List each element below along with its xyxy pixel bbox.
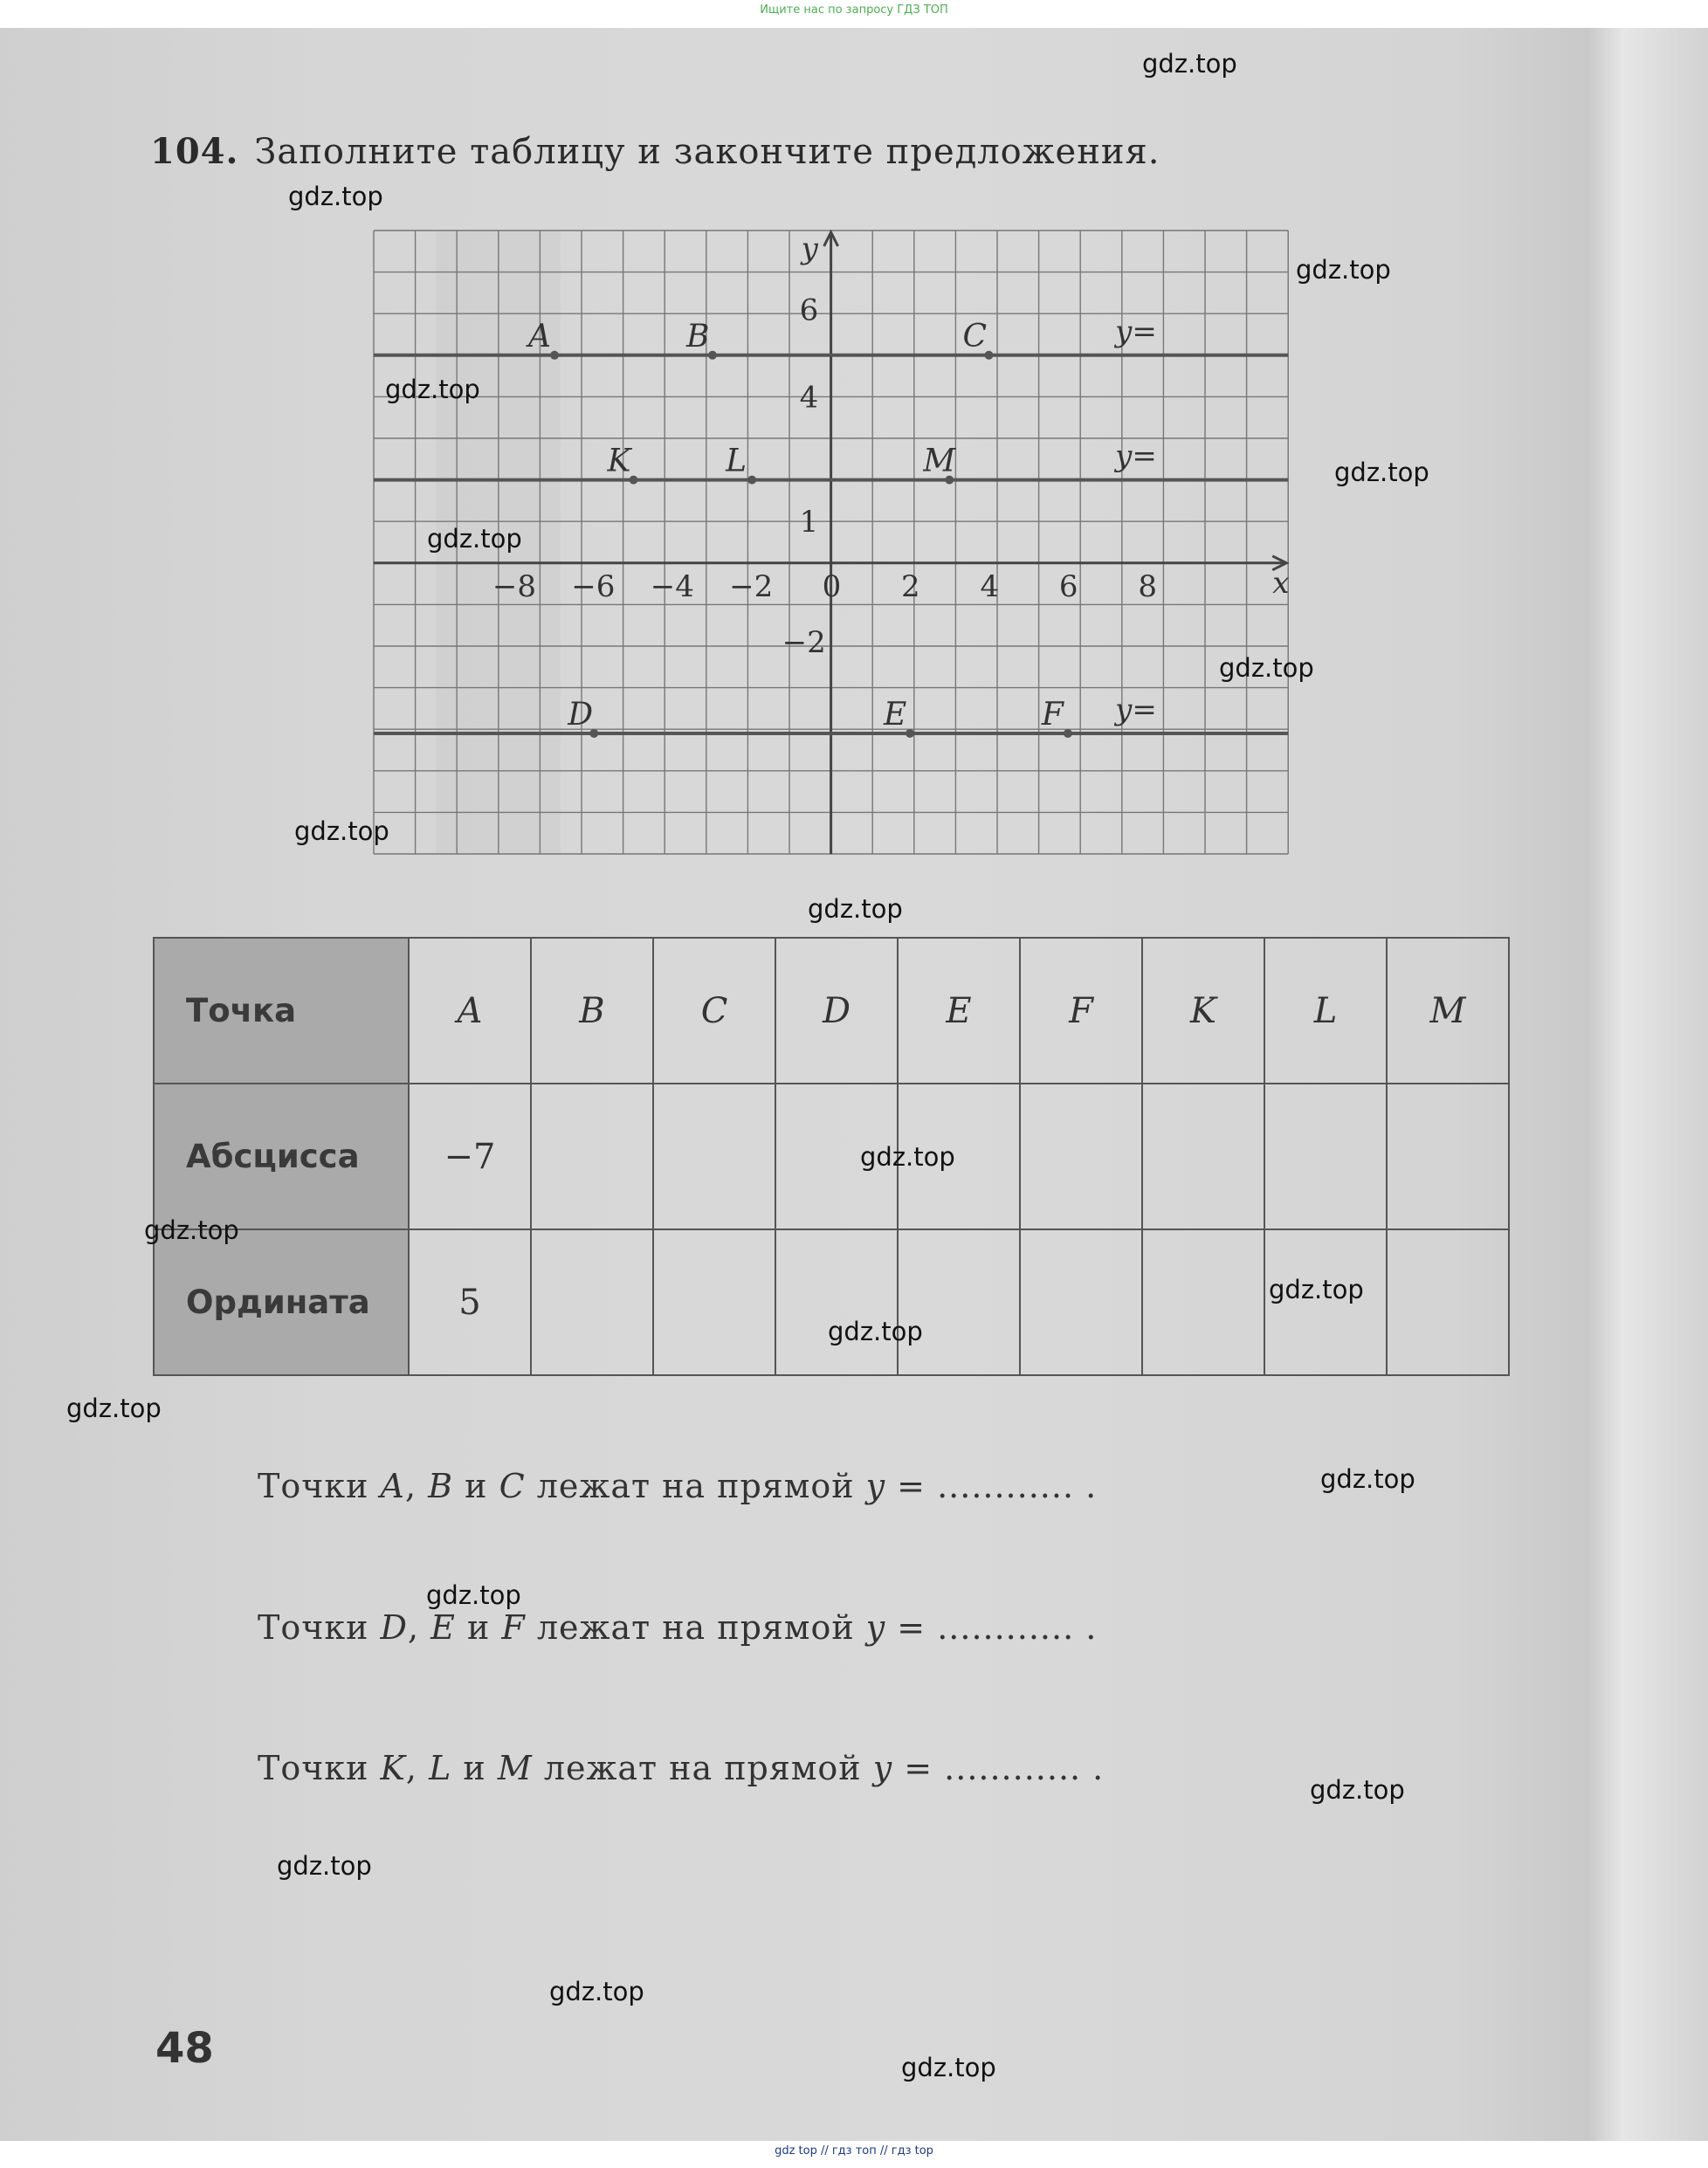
watermark: gdz.top [828, 1317, 923, 1346]
variable-label: y [865, 1467, 886, 1505]
point-name-cell: M [1387, 938, 1509, 1084]
variable-label: y [865, 1608, 886, 1647]
footer-note: gdz top // гдз топ // гдз top [775, 2144, 933, 2158]
watermark: gdz.top [901, 2053, 996, 2082]
task-number: 104. [150, 131, 239, 172]
point-label: C [499, 1467, 526, 1505]
point-label: B [685, 318, 710, 354]
x-axis-label: x [1272, 565, 1290, 601]
x-tick-label: −4 [650, 568, 694, 604]
sentence-1 [258, 1467, 1097, 1505]
point-label: M [923, 443, 956, 479]
abscissa-cell[interactable] [1020, 1084, 1142, 1229]
abscissa-cell[interactable] [1387, 1084, 1509, 1229]
point-label: F [1041, 696, 1064, 733]
x-tick-label: 0 [822, 568, 842, 604]
abscissa-cell[interactable] [531, 1084, 653, 1229]
point-label: E [884, 696, 907, 733]
watermark: gdz.top [808, 894, 903, 924]
sentence-text: лежат на прямой [525, 1608, 866, 1647]
point-marker [550, 351, 559, 360]
abscissa-cell[interactable] [653, 1084, 775, 1229]
watermark: gdz.top [1310, 1775, 1405, 1805]
point-marker [1064, 729, 1072, 738]
ordinate-cell[interactable] [898, 1229, 1020, 1375]
watermark: gdz.top [1269, 1275, 1364, 1304]
ordinate-cell[interactable] [531, 1229, 653, 1375]
y-tick-label: −2 [782, 625, 826, 661]
task-text: Заполните таблицу и закончите предложения. [254, 132, 1160, 172]
point-name-cell: B [531, 938, 653, 1084]
row-header-abscissa: Абсцисса [154, 1084, 409, 1229]
y-tick-label: 6 [799, 293, 819, 328]
watermark: gdz.top [1219, 653, 1314, 683]
row-header-ordinate: Ордината [154, 1229, 409, 1375]
abscissa-cell[interactable] [1142, 1084, 1264, 1229]
watermark: gdz.top [66, 1394, 162, 1423]
point-marker [906, 729, 914, 738]
abscissa-cell[interactable]: −7 [409, 1084, 531, 1229]
x-tick-label: 2 [901, 568, 920, 604]
x-tick-label: −8 [492, 568, 536, 604]
point-name-cell: E [898, 938, 1020, 1084]
watermark: gdz.top [144, 1215, 239, 1245]
line-equation-label: y= [1115, 313, 1157, 349]
point-label: B [428, 1467, 454, 1505]
y-axis-label: y [801, 231, 818, 266]
point-label: A [528, 318, 552, 354]
sentence-text: Точки [258, 1749, 381, 1787]
ordinate-cell[interactable] [775, 1229, 898, 1375]
watermark: gdz.top [1296, 255, 1391, 285]
ordinate-cell[interactable] [1142, 1229, 1264, 1375]
point-name-cell: F [1020, 938, 1142, 1084]
answer-blank[interactable]: = ............ . [885, 1467, 1098, 1505]
point-name-cell: K [1142, 938, 1264, 1084]
point-marker [708, 351, 717, 360]
watermark: gdz.top [860, 1142, 955, 1172]
watermark: gdz.top [1142, 49, 1237, 79]
watermark: gdz.top [426, 1580, 521, 1610]
coordinates-table [153, 937, 1510, 1376]
point-label: E [430, 1608, 456, 1647]
point-name-cell: D [775, 938, 898, 1084]
point-label: C [962, 318, 988, 354]
point-label: D [568, 696, 594, 733]
watermark: gdz.top [1334, 458, 1429, 487]
watermark: gdz.top [427, 524, 522, 554]
sentence-text: и [455, 1608, 502, 1647]
y-tick-label: 4 [799, 380, 819, 416]
sentence-2 [258, 1608, 1097, 1647]
sentence-text: Точки [258, 1608, 381, 1647]
point-name-cell: L [1264, 938, 1387, 1084]
header-note: Ищите нас по запросу ГДЗ ТОП [760, 3, 948, 17]
sentence-text: лежат на прямой [532, 1749, 873, 1787]
task-title [150, 131, 1160, 172]
watermark: gdz.top [288, 182, 383, 211]
x-tick-label: −6 [571, 568, 616, 604]
point-label: L [726, 443, 747, 479]
watermark: gdz.top [294, 816, 389, 846]
sentence-text: Точки [258, 1467, 381, 1505]
point-label: A [380, 1467, 405, 1505]
row-header-point: Точка [154, 938, 409, 1084]
watermark: gdz.top [385, 375, 480, 404]
point-label: K [607, 443, 631, 479]
x-tick-label: 4 [980, 568, 1000, 604]
point-label: K [380, 1749, 406, 1787]
sentence-3 [258, 1749, 1104, 1787]
x-tick-label: −2 [729, 568, 774, 604]
ordinate-cell[interactable]: 5 [409, 1229, 531, 1375]
sentence-text: , [407, 1608, 431, 1647]
sentence-text: и [453, 1467, 499, 1505]
x-tick-label: 8 [1138, 568, 1158, 604]
answer-blank[interactable]: = ............ . [892, 1749, 1105, 1787]
abscissa-cell[interactable] [1264, 1084, 1387, 1229]
point-name-cell: C [653, 938, 775, 1084]
sentence-text: , [405, 1749, 430, 1787]
point-marker [747, 476, 756, 485]
table-row-points [154, 938, 1509, 1084]
y-tick-label: 1 [799, 505, 819, 540]
variable-label: y [872, 1749, 893, 1787]
sentence-text: лежат на прямой [525, 1467, 866, 1505]
x-tick-label: 6 [1058, 568, 1078, 604]
watermark: gdz.top [277, 1851, 372, 1881]
ordinate-cell[interactable] [653, 1229, 775, 1375]
table-row-abscissa [154, 1084, 1509, 1229]
line-equation-label: y= [1115, 692, 1157, 727]
point-name-cell: A [409, 938, 531, 1084]
ordinate-cell[interactable] [1387, 1229, 1509, 1375]
ordinate-cell[interactable] [1020, 1229, 1142, 1375]
point-label: M [497, 1749, 533, 1787]
watermark: gdz.top [549, 1977, 644, 2006]
sentence-text: , [404, 1467, 429, 1505]
point-label: D [380, 1608, 408, 1647]
page-number: 48 [155, 2024, 214, 2073]
sentence-text: и [451, 1749, 498, 1787]
point-label: F [501, 1608, 526, 1647]
answer-blank[interactable]: = ............ . [885, 1608, 1098, 1647]
watermark: gdz.top [1320, 1464, 1415, 1494]
line-equation-label: y= [1115, 438, 1157, 474]
point-label: L [429, 1749, 452, 1787]
